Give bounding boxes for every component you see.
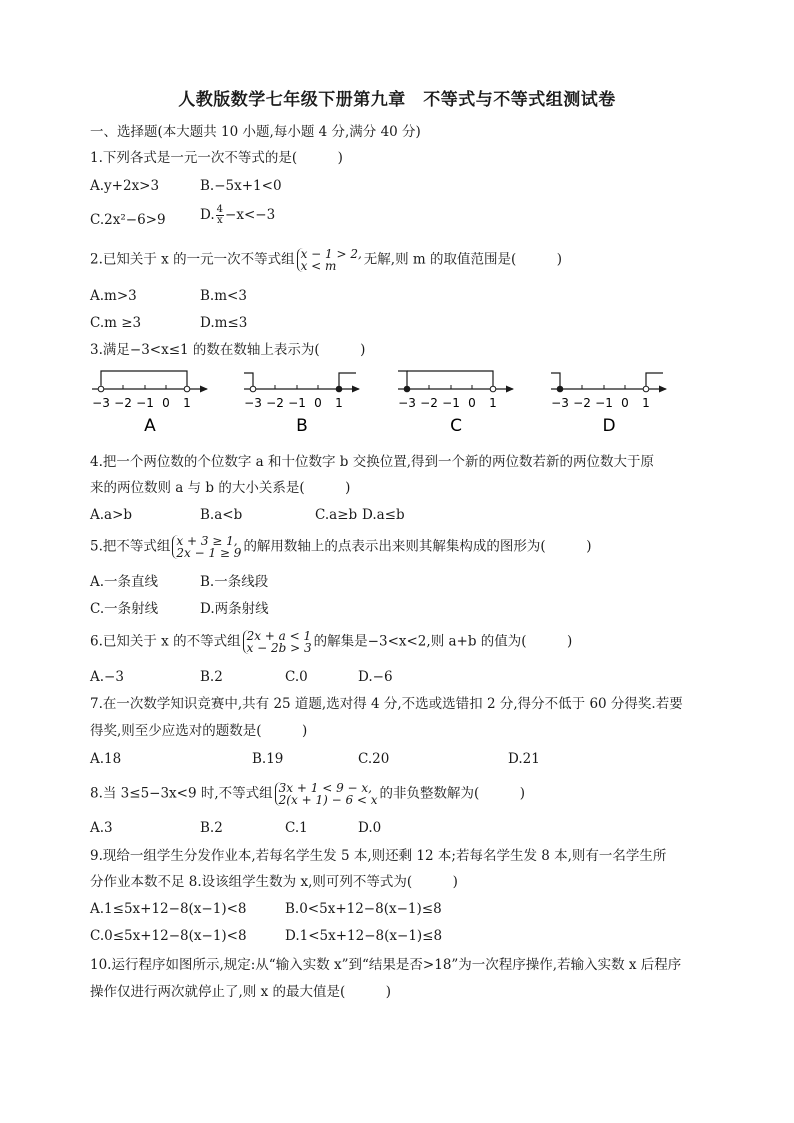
question-9-option-d: D.1<5x+12−8(x−1)≤8 xyxy=(285,928,443,944)
system-row-2: 2x − 1 ≥ 9 xyxy=(176,546,242,560)
option-label-b: B xyxy=(296,416,308,436)
inequality-system xyxy=(297,248,362,272)
question-7-option-c: C.20 xyxy=(358,751,390,767)
tick-label: −2 xyxy=(114,396,132,410)
stem-suffix: 的解集是−3<x<2,则 a+b 的值为( ) xyxy=(313,633,573,650)
tick-label: 1 xyxy=(642,396,650,410)
question-9-line-2: 分作业本数不足 8.设该组学生数为 x,则可列不等式为( ) xyxy=(90,874,458,890)
question-2-option-a: A.m>3 xyxy=(90,288,137,304)
page-title: 人教版数学七年级下册第九章 不等式与不等式组测试卷 xyxy=(178,90,616,110)
system-row-1: x − 1 > 2, xyxy=(300,247,362,261)
tick-label: 0 xyxy=(314,396,322,410)
option-label-a: A xyxy=(144,416,156,436)
question-8-stem xyxy=(90,782,525,806)
tick-label: −1 xyxy=(442,396,460,410)
tick-label: −2 xyxy=(573,396,591,410)
stem-prefix: 6.已知关于 x 的不等式组 xyxy=(90,633,241,650)
ticks xyxy=(407,385,493,389)
inequality-system xyxy=(275,782,378,806)
system-row-2: x − 2b > 3 xyxy=(246,641,312,655)
question-9-option-c: C.0≤5x+12−8(x−1)<8 xyxy=(90,928,247,944)
question-4-line-2: 来的两位数则 a 与 b 的大小关系是( ) xyxy=(90,480,351,496)
inequality-system xyxy=(172,535,241,559)
question-7-option-b: B.19 xyxy=(252,751,284,767)
tick-label: −2 xyxy=(420,396,438,410)
question-2-option-d: D.m≤3 xyxy=(200,315,248,331)
system-row-1: 3x + 1 < 9 − x, xyxy=(278,781,372,795)
fraction xyxy=(216,205,224,226)
stem-prefix: 2.已知关于 x 的一元一次不等式组 xyxy=(90,251,295,268)
tick-label: 1 xyxy=(183,396,191,410)
tick-label: −3 xyxy=(92,396,110,410)
question-4-option-b: B.a<b xyxy=(200,507,243,523)
question-7-line-2: 得奖,则至少应选对的题数是( ) xyxy=(90,723,308,739)
question-7-option-d: D.21 xyxy=(508,751,540,767)
question-1-option-c: C.2x²−6>9 xyxy=(90,212,166,228)
stem-suffix: 的非负整数解为( ) xyxy=(379,785,526,802)
question-6-option-c: C.0 xyxy=(285,669,308,685)
ticks xyxy=(101,385,187,389)
question-8-option-d: D.0 xyxy=(358,820,382,836)
tick-label: 0 xyxy=(468,396,476,410)
ticks xyxy=(560,385,646,389)
tick-label: −2 xyxy=(266,396,284,410)
question-1-option-a: A.y+2x>3 xyxy=(90,178,160,194)
number-line-d xyxy=(549,365,674,435)
question-9-line-1: 9.现给一组学生分发作业本,若每名学生发 5 本,则还剩 12 本;若每名学生发 8 本,则有一名学生所 xyxy=(90,848,667,864)
question-4-option-c: C.a≥b xyxy=(315,507,358,523)
section-heading: 一、选择题(本大题共 10 小题,每小题 4 分,满分 40 分) xyxy=(90,124,421,140)
question-4-option-d: D.a≤b xyxy=(362,507,405,523)
system-row-1: x + 3 ≥ 1, xyxy=(176,534,238,548)
tick-label: 0 xyxy=(162,396,170,410)
number-line-a xyxy=(90,365,215,435)
system-row-2: x < m xyxy=(300,259,337,273)
option-d-suffix: −x<−3 xyxy=(225,207,276,223)
question-2-option-b: B.m<3 xyxy=(200,288,247,304)
question-5-option-c: C.一条射线 xyxy=(90,601,159,617)
stem-prefix: 5.把不等式组 xyxy=(90,538,171,555)
question-8-option-c: C.1 xyxy=(285,820,308,836)
tick-label: −1 xyxy=(136,396,154,410)
question-8-option-a: A.3 xyxy=(90,820,113,836)
option-d-prefix: D. xyxy=(200,207,215,223)
tick-label: −3 xyxy=(551,396,569,410)
question-7-option-a: A.18 xyxy=(90,751,122,767)
question-1-option-d xyxy=(200,205,275,226)
question-5-option-d: D.两条射线 xyxy=(200,601,269,617)
tick-label: −3 xyxy=(244,396,262,410)
question-9-option-b: B.0<5x+12−8(x−1)≤8 xyxy=(285,901,442,917)
question-10-line-1: 10.运行程序如图所示,规定:从“输入实数 x”到“结果是否>18”为一次程序操作,若输入实数 x 后程序 xyxy=(90,957,682,973)
question-2-option-c: C.m ≥3 xyxy=(90,315,142,331)
stem-suffix: 无解,则 m 的取值范围是( ) xyxy=(363,251,563,268)
question-10-line-2: 操作仅进行两次就停止了,则 x 的最大值是( ) xyxy=(90,984,392,1000)
question-9-option-a: A.1≤5x+12−8(x−1)<8 xyxy=(90,901,247,917)
system-row-1: 2x + a < 1 xyxy=(246,629,312,643)
ticks xyxy=(253,385,339,389)
tick-label: −1 xyxy=(595,396,613,410)
tick-label: 1 xyxy=(335,396,343,410)
number-line-b xyxy=(242,365,367,435)
tick-label: −1 xyxy=(288,396,306,410)
question-7-line-1: 7.在一次数学知识竞赛中,共有 25 道题,选对得 4 分,不选或选错扣 2 分,得分不低于 60 分得奖.若要 xyxy=(90,696,683,712)
question-4-line-1: 4.把一个两位数的个位数字 a 和十位数字 b 交换位置,得到一个新的两位数若新的两位数大于原 xyxy=(90,454,655,470)
tick-label: −3 xyxy=(398,396,416,410)
option-label-d: D xyxy=(602,416,616,436)
stem-prefix: 8.当 3≤5−3x<9 时,不等式组 xyxy=(90,785,273,802)
system-row-2: 2(x + 1) − 6 < x xyxy=(278,793,378,807)
number-line-c xyxy=(396,365,521,435)
stem-suffix: 的解用数轴上的点表示出来则其解集构成的图形为( ) xyxy=(243,538,592,555)
question-6-option-b: B.2 xyxy=(200,669,223,685)
question-1-stem: 1.下列各式是一元一次不等式的是( ) xyxy=(90,150,343,166)
tick-label: 1 xyxy=(489,396,497,410)
question-5-option-a: A.一条直线 xyxy=(90,574,159,590)
question-3-stem: 3.满足−3<x≤1 的数在数轴上表示为( ) xyxy=(90,342,366,358)
question-4-option-a: A.a>b xyxy=(90,507,133,523)
option-label-c: C xyxy=(450,416,462,436)
question-6-option-d: D.−6 xyxy=(358,669,393,685)
question-1-option-b: B.−5x+1<0 xyxy=(200,178,282,194)
question-5-stem xyxy=(90,535,591,559)
question-6-option-a: A.−3 xyxy=(90,669,124,685)
inequality-system xyxy=(243,630,312,654)
question-2-stem xyxy=(90,248,562,272)
question-5-option-b: B.一条线段 xyxy=(200,574,269,590)
fraction-numerator: 4 xyxy=(216,204,224,215)
question-8-option-b: B.2 xyxy=(200,820,223,836)
fraction-denominator: x xyxy=(217,215,223,226)
question-6-stem xyxy=(90,630,572,654)
tick-label: 0 xyxy=(621,396,629,410)
